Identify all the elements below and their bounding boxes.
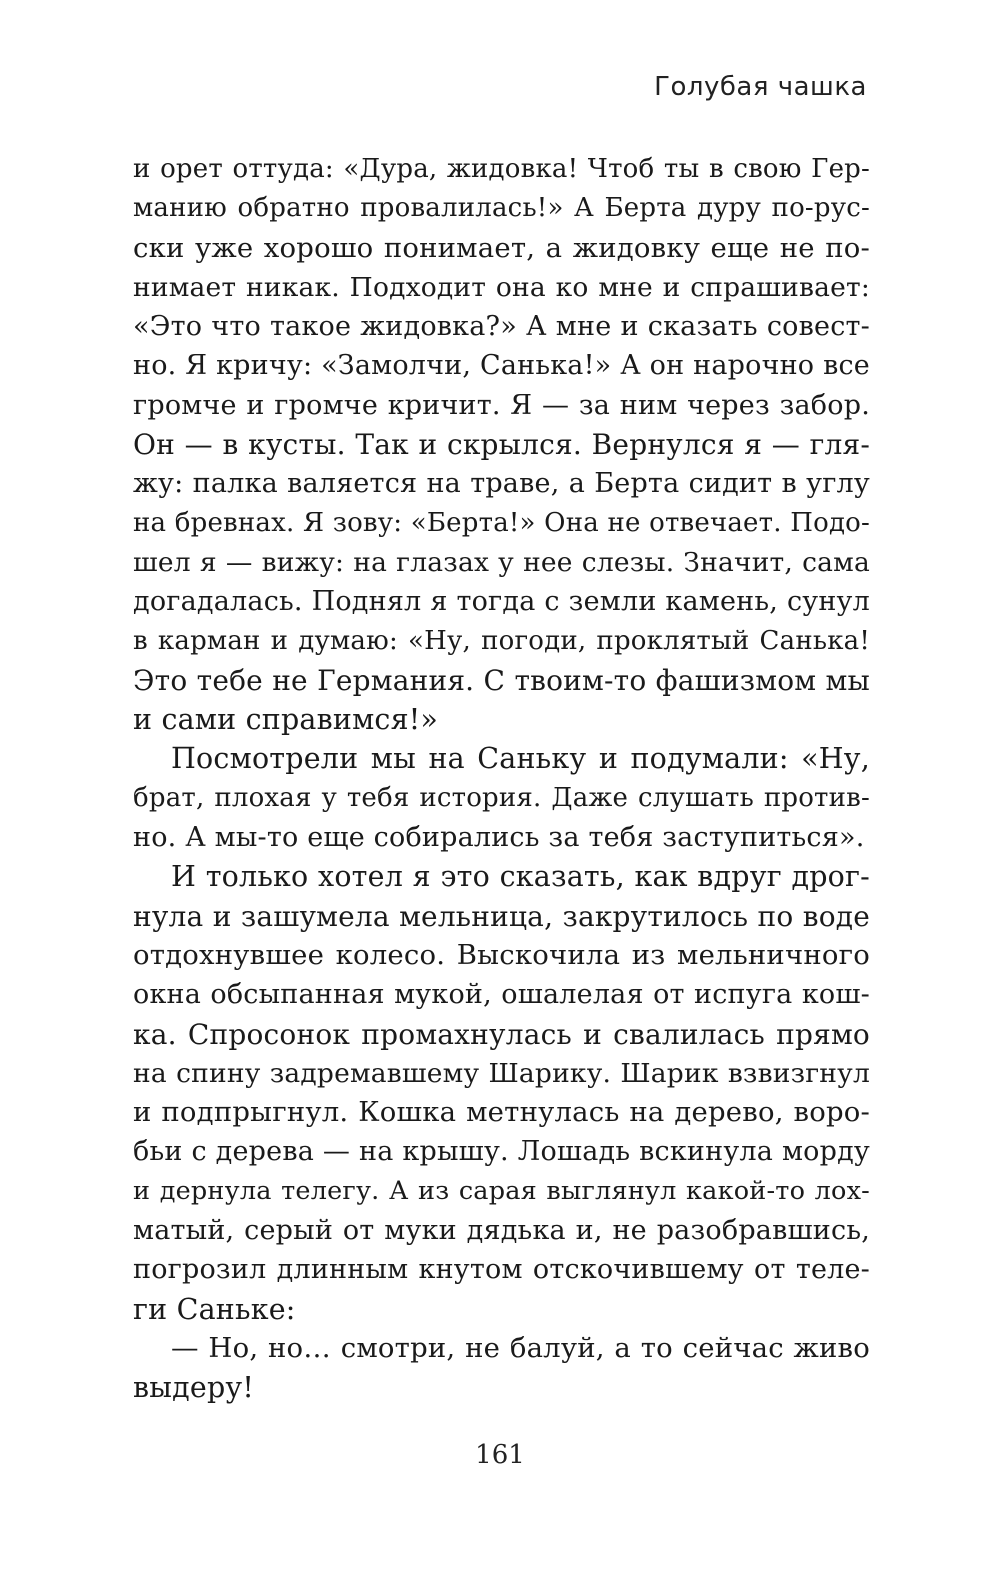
text-line: «Это что такое жидовка?» А мне и сказать совест- (133, 311, 870, 343)
text-line: матый, серый от муки дядька и, не разобравшись, (133, 1215, 870, 1247)
text-line: на бревнах. Я зову: «Берта!» Она не отвечает. Подо- (133, 507, 870, 538)
text-line: бьи с дерева — на крышу. Лошадь вскинула морду (133, 1136, 870, 1168)
page-number: 161 (475, 1440, 525, 1470)
text-line: Это тебе не Германия. С твоим-то фашизмом мы (133, 663, 870, 697)
text-line: жу: палка валяется на траве, а Берта сидит в углу (133, 468, 870, 500)
text-line: ски уже хорошо понимает, а жидовку еще не по- (133, 231, 870, 264)
text-line: и дернула телегу. А из сарая выглянул какой-то лох- (133, 1175, 870, 1206)
text-line: догадалась. Поднял я тогда с земли камень, сунул (133, 586, 870, 618)
text-line: шел я — вижу: на глазах у нее слезы. Значит, сама (133, 546, 870, 578)
text-line: ка. Спросонок промахнулась и свалилась прямо (133, 1017, 870, 1051)
text-line: и орет оттуда: «Дура, жидовка! Чтоб ты в свою Гер- (133, 154, 870, 184)
running-title: Голубая чашка (654, 72, 867, 102)
text-line: брат, плохая у тебя история. Даже слушать против- (133, 782, 870, 813)
text-line: — Но, но… смотри, не балуй, а то сейчас живо (171, 1331, 870, 1364)
text-line: но. А мы-то еще собирались за тебя заступиться». (133, 822, 865, 854)
text-line: окна обсыпанная мукой, ошалелая от испуга кош- (133, 979, 870, 1011)
text-line: и подпрыгнул. Кошка метнулась на дерево, воро- (133, 1096, 870, 1129)
text-line: нимает никак. Подходит она ко мне и спрашивает: (133, 271, 870, 303)
text-line: отдохнувшее колесо. Выскочила из мельничного (133, 938, 870, 971)
text-line: погрозил длинным кнутом отскочившему от теле- (133, 1254, 870, 1286)
text-line: И только хотел я это сказать, как вдруг дрог- (171, 860, 870, 894)
text-line: нула и зашумела мельница, закрутилось по воде (133, 899, 870, 933)
text-line: и сами справимся!» (133, 703, 439, 737)
text-line: выдеру! (133, 1371, 255, 1405)
text-line: в карман и думаю: «Ну, погоди, проклятый Санька! (133, 625, 870, 656)
text-line: на спину задремавшему Шарику. Шарик взвизгнул (133, 1057, 870, 1089)
text-line: манию обратно провалилась!» А Берта дуру по-рус- (133, 193, 870, 224)
text-line: громче и громче кричит. Я — за ним через забор. (133, 389, 870, 421)
text-line: но. Я кричу: «Замолчи, Санька!» А он нарочно все (133, 350, 870, 382)
text-line: Он — в кусты. Так и скрылся. Вернулся я — гля- (133, 428, 870, 462)
text-line: ги Саньке: (133, 1292, 296, 1326)
body-text (133, 150, 870, 1408)
text-line: Посмотрели мы на Саньку и подумали: «Ну, (171, 742, 870, 776)
